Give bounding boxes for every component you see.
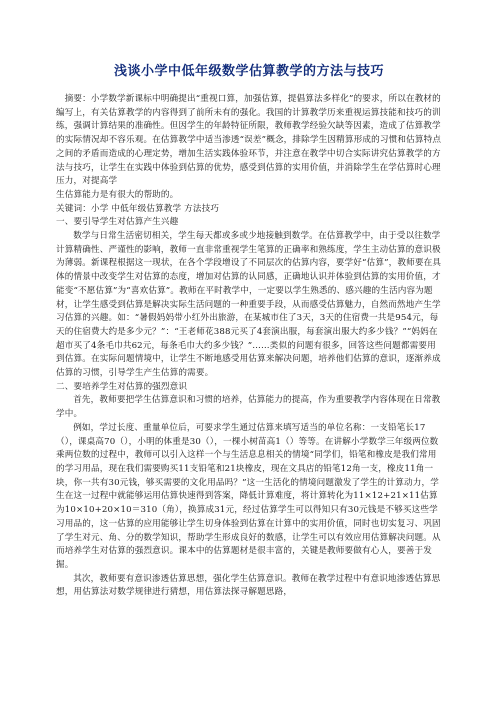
document-paragraph: 关键词：小学 中低年级估算教学 方法技巧	[56, 203, 220, 214]
document-paragraph: 二、要培养学生对估算的强烈意识	[56, 381, 188, 392]
document-paragraph: 首先，教师要把学生估算意识和习惯的培养，估算能力的提高，作为重要教学内容体现在日常教学中。	[56, 395, 441, 420]
document-title: 浅谈小学中低年级数学估算教学的方法与技巧	[113, 64, 384, 79]
document-paragraph: 其次，教师要有意识渗透估算思想，强化学生估算意识。教师在教学过程中有意识地渗透估算思想，用估算法对数学规律进行猜想，用估算法探寻解题思路，	[56, 573, 441, 598]
document-paragraph: 摘要：小学数学新课标中明确提出“重视口算，加强估算，提倡算法多样化”的要求，所以在教材的编写上，有关估算教学的内容得到了前所未有的强化。我国的计算教学历来重视运算技能和技巧的训练，强调计算结果的准确性。但因学生的年龄特征所限，教师教学经验欠缺等因素，造成了估算教学的实际情况却不容乐观。在估算教学中适当渗透“误差”概念，排除学生因精算形成的习惯和估算特点之间的矛盾而造成的心理定势，增加生活实践体验环节，并注意在教学中切合实际讲究估算教学的方法与技巧，让学生在实践中体验到估算的优势，感受到估算的实用价值，并消除学生在学估算时心理压力，对提高学	[56, 94, 442, 187]
document-paragraph: 生估算能力是有很大的帮助的。	[56, 189, 179, 200]
document-paragraph: 一、要引导学生对估算产生兴趣	[56, 217, 179, 228]
document-paragraph: 例如，学过长度、重量单位后，可要求学生通过估算来填写适当的单位名称：一支铅笔长17（），课桌高70（），小明的体重是30（），一棵小树苗高1（）等等。在讲解小学数学三年级两位数乘两位数的过程中，教师可以引入这样一个与生活息息相关的情境“同学们，铅笔和橡皮是我们常用的学习用品，现在我们需要购买11支铅笔和21块橡皮，现在文具店的铅笔12角一支，橡皮11角一块，你一共有30元钱，够买需要的文化用品吗？”这一生活化的情境问题激发了学生的计算动力，学生在这一过程中就能够运用估算快速得到答案，降低计算难度，将计算转化为11×12+21×11估算为10×10+20×10＝310（角），换算成31元，经过估算学生可以得知只有30元钱是不够买这些学习用品的，这一估算的应用能够让学生切身体验到估算在计算中的实用价值，同时也切实复习、巩固了学生对元、角、分的数学知识，帮助学生形成良好的数感，让学生可以有效应用估算解决问题。从而培养学生对估算的强烈意识。课本中的估算题材是很丰富的，关键是教师要做有心人，要善于发掘。	[56, 422, 441, 570]
document-body	[56, 93, 442, 600]
document-paragraph: 数学与日常生活密切相关，学生每天都或多或少地接触到数学。在估算教学中，由于受以往数学计算精确性、严谨性的影响，教师一直非常重视学生笔算的正确率和熟练度，学生主动估算的意识极为薄弱。新课程根据这一现状，在各个学段增设了不同层次的估算内容，要学好“估算”，教师要在具体的情景中改变学生对估算的态度，增加对估算的认同感，正确地认识并体验到估算的实用价值，才能变“不愿估算”为“喜欢估算”。教师在平时教学中，一定要以学生熟悉的、感兴趣的生活内容为题材，让学生感受到估算是解决实际生活问题的一种重要手段，从而感受估算魅力，自然而然地产生学习估算的兴趣。如：“暑假妈妈带小红外出旅游，在某城市住了3天，3天的住宿费一共是954元，每天的住宿费大约是多少元？”：“王老师花388元买了4套演出服，每套演出服大约多少钱？”“妈妈在超市买了4条毛巾共62元，每条毛巾大约多少钱？”……类似的问题有很多，回答这些问题都需要用到估算。在实际问题情境中，让学生不断地感受用估算来解决问题，培养他们估算的意识，逐渐养成估算的习惯，引导学生产生估算的需要。	[56, 231, 442, 379]
